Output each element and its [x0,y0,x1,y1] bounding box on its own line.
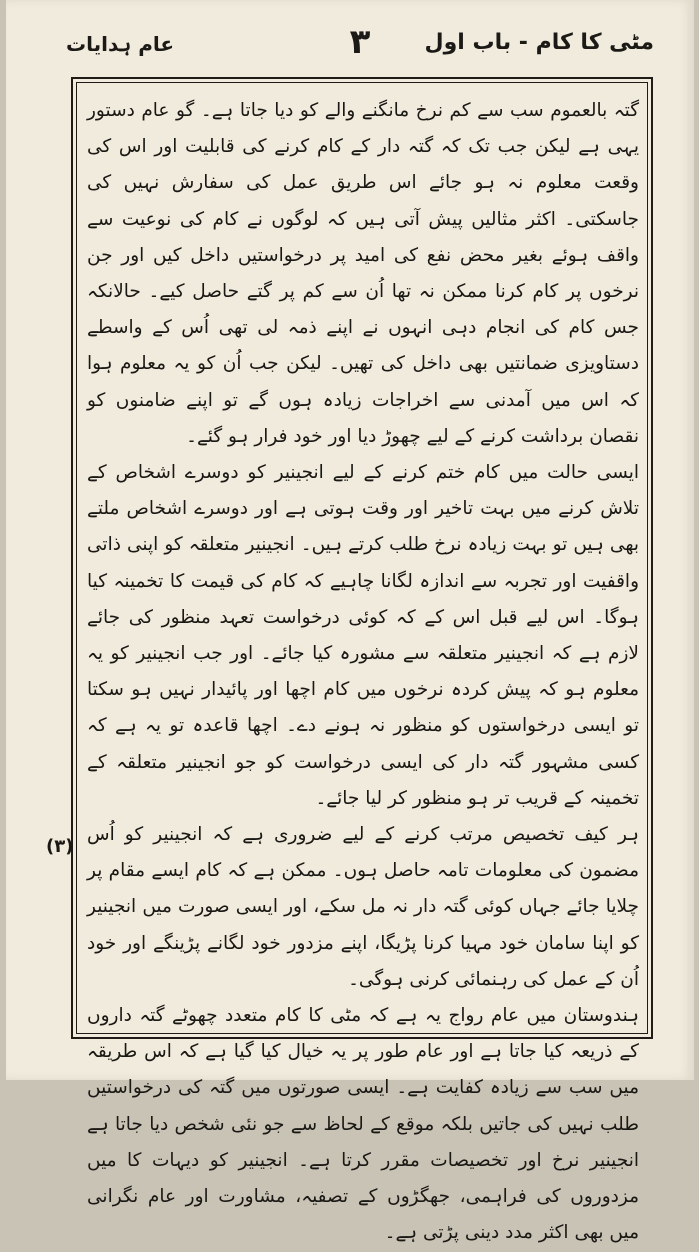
paragraph: ہندوستان میں عام رواج یہ ہے کہ مٹی کا کام متعدد چھوٹے گتہ داروں کے ذریعہ کیا جاتا ہے اور عام طور پر یہ خیال کیا گیا ہے کہ اس طریقہ میں سب سے زیادہ کفایت ہے۔ ایسی صورتوں میں گتہ کی درخواستیں طلب نہیں کی جاتیں بلکہ موقع کے لحاظ سے جو نئی شخص دیا جاتا ہے انجینیر نرخ اور تخصیصات مقرر کرتا ہے۔ انجینیر کو دیہات کا میں مزدوروں کی فراہمی، جھگڑوں کے تصفیہ، مشاورت اور عام نگرانی میں بھی اکثر مدد دینی پڑتی ہے۔ [87,1005,639,1244]
book-page [6,0,694,1244]
page-header [66,22,654,68]
running-title: مٹی کا کام - باب اول [424,30,654,55]
text-frame [71,77,653,1244]
section-title: عام ہدایات [66,32,175,56]
paragraph: ایسی حالت میں کام ختم کرنے کے لیے انجینیر کو دوسرے اشخاص کے تلاش کرنے میں بہت تاخیر اور وقت ہوتی ہے اور دوسرے اشخاص ملتے بھی ہیں تو بہت زیادہ نرخ طلب کرتے ہیں۔ انجینیر متعلقہ کو اپنی ذاتی واقفیت اور تجربہ سے اندازہ لگانا چاہیے کہ کام کی قیمت کا تخمینہ کیا ہوگا۔ اس لیے قبل اس کے کہ کوئی درخواست تعہد منظور کی جائے لازم ہے کہ انجینیر متعلقہ سے مشورہ کیا جائے۔ اور جب انجینیر کو یہ معلوم ہو کہ پیش کردہ نرخوں میں کام اچھا اور پائیدار نہیں ہو سکتا تو ایسی درخواستوں کو منظور نہ ہونے دے۔ اچھا قاعدہ تو یہ ہے کہ کسی مشہور گتہ دار کی ایسی درخواست کو جو انجینیر متعلقہ کے تخمینہ کے قریب تر ہو منظور کر لیا جائے۔ [87,462,639,809]
page-number: ۳ [349,22,371,62]
paragraph: ہر کیف تخصیص مرتب کرنے کے لیے ضروری ہے کہ انجینیر کو اُس مضمون کی معلومات تامہ حاصل ہوں۔ ممکن ہے کہ کام ایسے مقام پر چلایا جائے جہاں کوئی گتہ دار نہ مل سکے، اور ایسی صورت میں انجینیر کو اپنا سامان خود مہیا کرنا پڑیگا، اپنے مزدور خود لگانے پڑینگے اور خود اُن کے عمل کی رہنمائی کرنی ہوگی۔ [87,824,639,990]
paragraph: گتہ بالعموم سب سے کم نرخ مانگنے والے کو دیا جاتا ہے۔ گو عام دستور یہی ہے لیکن جب تک کہ گتہ دار کے کام کرنے کی قابلیت اور اس کی وقعت معلوم نہ ہو جائے اس طریق عمل کی سفارش نہیں کی جاسکتی۔ اکثر مثالیں پیش آتی ہیں کہ لوگوں نے کام کی نوعیت سے واقف ہوئے بغیر محض نفع کی امید پر درخواستیں داخل کیں اور جن نرخوں پر کام کرنا ممکن نہ تھا اُن سے کم پر گتے حاصل کیے۔ حالانکہ جس کام کی انجام دہی انہوں نے اپنے ذمہ لی تھی اُس کے واسطے دستاویزی ضمانتیں بھی داخل کی تھیں۔ لیکن جب اُن کو یہ معلوم ہوا کہ اس میں آمدنی سے اخراجات زیادہ ہوں گے تو اپنے ضامنوں کو نقصان برداشت کرنے کے لیے چھوڑ دیا اور خود فرار ہو گئے۔ [87,100,639,447]
margin-paragraph-number: (۳) [46,836,74,857]
body-text [87,93,639,1252]
